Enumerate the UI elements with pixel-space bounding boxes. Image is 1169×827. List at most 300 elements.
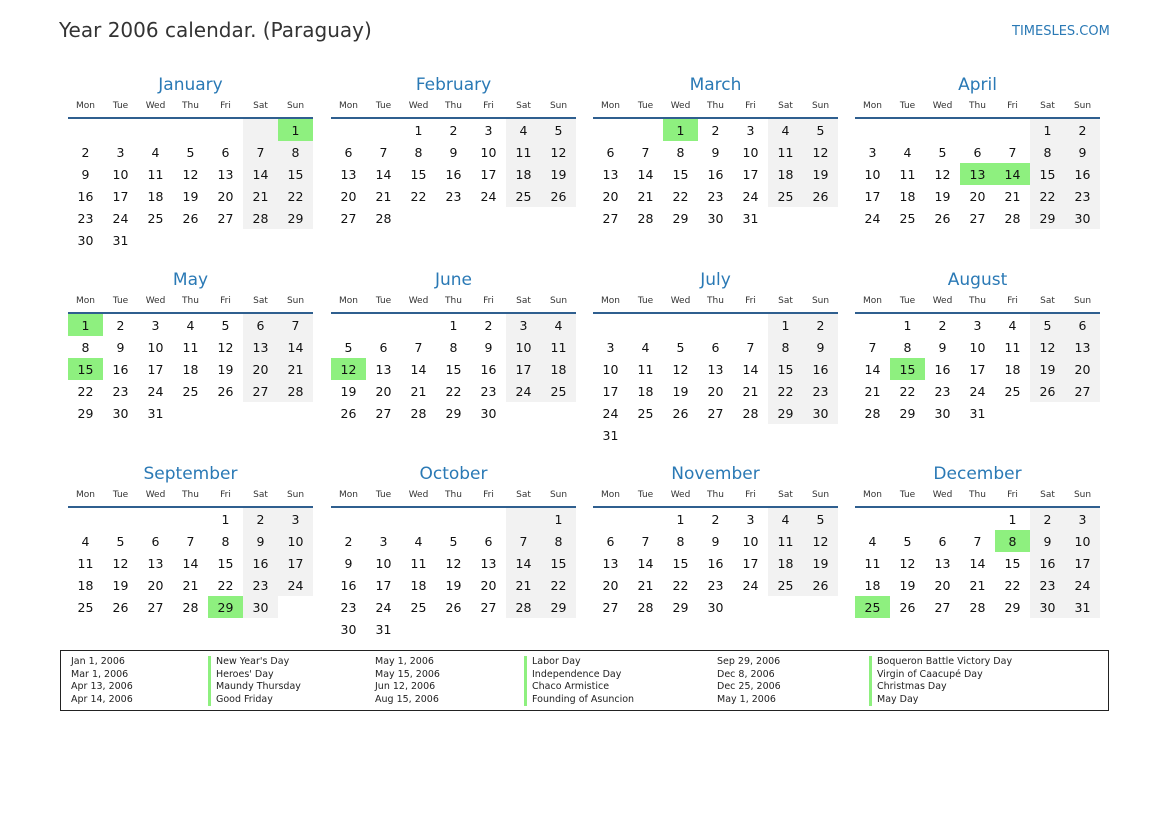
- day-cell[interactable]: 6: [344, 144, 353, 160]
- day-cell[interactable]: 19: [182, 188, 199, 204]
- day-cell[interactable]: 10: [480, 144, 497, 160]
- day-cell[interactable]: 5: [803, 119, 838, 141]
- day-cell[interactable]: 7: [746, 339, 755, 355]
- day-cell[interactable]: 30: [112, 405, 129, 421]
- day-cell[interactable]: 23: [707, 577, 724, 593]
- day-cell[interactable]: 24: [147, 383, 164, 399]
- holiday-day-cell[interactable]: 1: [68, 314, 103, 336]
- day-cell[interactable]: 22: [768, 380, 803, 402]
- day-cell[interactable]: 25: [1004, 383, 1021, 399]
- day-cell[interactable]: 7: [186, 533, 195, 549]
- day-cell[interactable]: 12: [445, 555, 462, 571]
- day-cell[interactable]: 20: [375, 383, 392, 399]
- day-cell[interactable]: 1: [449, 317, 458, 333]
- day-cell[interactable]: 8: [278, 141, 313, 163]
- day-cell[interactable]: 11: [768, 530, 803, 552]
- day-cell[interactable]: 6: [606, 533, 615, 549]
- day-cell[interactable]: 3: [868, 144, 877, 160]
- day-cell[interactable]: 7: [1008, 144, 1017, 160]
- day-cell[interactable]: 8: [414, 144, 423, 160]
- day-cell[interactable]: 20: [602, 577, 619, 593]
- day-cell[interactable]: 2: [803, 314, 838, 336]
- day-cell[interactable]: 17: [480, 166, 497, 182]
- day-cell[interactable]: 30: [707, 210, 724, 226]
- day-cell[interactable]: 20: [1065, 358, 1100, 380]
- day-cell[interactable]: 15: [445, 361, 462, 377]
- day-cell[interactable]: 29: [672, 599, 689, 615]
- day-cell[interactable]: 14: [410, 361, 427, 377]
- day-cell[interactable]: 21: [243, 185, 278, 207]
- day-cell[interactable]: 5: [186, 144, 195, 160]
- day-cell[interactable]: 6: [711, 339, 720, 355]
- day-cell[interactable]: 24: [506, 380, 541, 402]
- day-cell[interactable]: 10: [112, 166, 129, 182]
- day-cell[interactable]: 16: [707, 166, 724, 182]
- day-cell[interactable]: 30: [707, 599, 724, 615]
- day-cell[interactable]: 5: [903, 533, 912, 549]
- day-cell[interactable]: 18: [768, 552, 803, 574]
- day-cell[interactable]: 23: [445, 188, 462, 204]
- day-cell[interactable]: 23: [77, 210, 94, 226]
- day-cell[interactable]: 14: [243, 163, 278, 185]
- day-cell[interactable]: 7: [379, 144, 388, 160]
- day-cell[interactable]: 4: [768, 508, 803, 530]
- day-cell[interactable]: 6: [221, 144, 230, 160]
- day-cell[interactable]: 2: [711, 122, 720, 138]
- day-cell[interactable]: 23: [707, 188, 724, 204]
- day-cell[interactable]: 17: [742, 555, 759, 571]
- day-cell[interactable]: 12: [899, 555, 916, 571]
- day-cell[interactable]: 7: [973, 533, 982, 549]
- day-cell[interactable]: 9: [449, 144, 458, 160]
- day-cell[interactable]: 28: [410, 405, 427, 421]
- day-cell[interactable]: 9: [1065, 141, 1100, 163]
- day-cell[interactable]: 16: [480, 361, 497, 377]
- day-cell[interactable]: 5: [1030, 314, 1065, 336]
- day-cell[interactable]: 26: [112, 599, 129, 615]
- day-cell[interactable]: 29: [672, 210, 689, 226]
- day-cell[interactable]: 9: [938, 339, 947, 355]
- day-cell[interactable]: 28: [243, 207, 278, 229]
- day-cell[interactable]: 13: [1065, 336, 1100, 358]
- day-cell[interactable]: 9: [81, 166, 90, 182]
- day-cell[interactable]: 30: [340, 621, 357, 637]
- day-cell[interactable]: 24: [602, 405, 619, 421]
- day-cell[interactable]: 15: [217, 555, 234, 571]
- day-cell[interactable]: 10: [969, 339, 986, 355]
- day-cell[interactable]: 4: [1008, 317, 1017, 333]
- day-cell[interactable]: 17: [864, 188, 881, 204]
- day-cell[interactable]: 2: [116, 317, 125, 333]
- day-cell[interactable]: 20: [340, 188, 357, 204]
- day-cell[interactable]: 16: [1065, 163, 1100, 185]
- day-cell[interactable]: 15: [410, 166, 427, 182]
- day-cell[interactable]: 18: [637, 383, 654, 399]
- day-cell[interactable]: 16: [112, 361, 129, 377]
- day-cell[interactable]: 4: [641, 339, 650, 355]
- day-cell[interactable]: 4: [541, 314, 576, 336]
- day-cell[interactable]: 14: [182, 555, 199, 571]
- day-cell[interactable]: 4: [81, 533, 90, 549]
- day-cell[interactable]: 29: [1004, 599, 1021, 615]
- day-cell[interactable]: 23: [1065, 185, 1100, 207]
- day-cell[interactable]: 28: [742, 405, 759, 421]
- day-cell[interactable]: 27: [934, 599, 951, 615]
- day-cell[interactable]: 10: [742, 144, 759, 160]
- day-cell[interactable]: 15: [541, 552, 576, 574]
- day-cell[interactable]: 7: [868, 339, 877, 355]
- day-cell[interactable]: 19: [803, 163, 838, 185]
- day-cell[interactable]: 21: [1004, 188, 1021, 204]
- day-cell[interactable]: 4: [903, 144, 912, 160]
- day-cell[interactable]: 23: [480, 383, 497, 399]
- day-cell[interactable]: 18: [1004, 361, 1021, 377]
- day-cell[interactable]: 26: [340, 405, 357, 421]
- day-cell[interactable]: 29: [768, 402, 803, 424]
- day-cell[interactable]: 19: [445, 577, 462, 593]
- day-cell[interactable]: 9: [1030, 530, 1065, 552]
- day-cell[interactable]: 16: [707, 555, 724, 571]
- day-cell[interactable]: 11: [506, 141, 541, 163]
- day-cell[interactable]: 10: [278, 530, 313, 552]
- day-cell[interactable]: 13: [340, 166, 357, 182]
- day-cell[interactable]: 3: [379, 533, 388, 549]
- day-cell[interactable]: 20: [707, 383, 724, 399]
- day-cell[interactable]: 12: [934, 166, 951, 182]
- day-cell[interactable]: 18: [768, 163, 803, 185]
- day-cell[interactable]: 28: [969, 599, 986, 615]
- day-cell[interactable]: 16: [934, 361, 951, 377]
- day-cell[interactable]: 6: [484, 533, 493, 549]
- day-cell[interactable]: 18: [506, 163, 541, 185]
- day-cell[interactable]: 26: [445, 599, 462, 615]
- day-cell[interactable]: 12: [1030, 336, 1065, 358]
- day-cell[interactable]: 15: [1004, 555, 1021, 571]
- day-cell[interactable]: 1: [903, 317, 912, 333]
- day-cell[interactable]: 8: [676, 533, 685, 549]
- day-cell[interactable]: 11: [77, 555, 94, 571]
- day-cell[interactable]: 20: [217, 188, 234, 204]
- day-cell[interactable]: 25: [77, 599, 94, 615]
- day-cell[interactable]: 7: [414, 339, 423, 355]
- day-cell[interactable]: 9: [803, 336, 838, 358]
- day-cell[interactable]: 16: [1030, 552, 1065, 574]
- day-cell[interactable]: 12: [541, 141, 576, 163]
- day-cell[interactable]: 3: [1065, 508, 1100, 530]
- day-cell[interactable]: 5: [938, 144, 947, 160]
- day-cell[interactable]: 3: [746, 511, 755, 527]
- day-cell[interactable]: 5: [449, 533, 458, 549]
- day-cell[interactable]: 19: [112, 577, 129, 593]
- day-cell[interactable]: 22: [278, 185, 313, 207]
- day-cell[interactable]: 29: [77, 405, 94, 421]
- day-cell[interactable]: 2: [81, 144, 90, 160]
- day-cell[interactable]: 21: [637, 188, 654, 204]
- day-cell[interactable]: 1: [221, 511, 230, 527]
- day-cell[interactable]: 28: [182, 599, 199, 615]
- day-cell[interactable]: 26: [803, 574, 838, 596]
- day-cell[interactable]: 27: [243, 380, 278, 402]
- day-cell[interactable]: 25: [410, 599, 427, 615]
- day-cell[interactable]: 9: [711, 144, 720, 160]
- day-cell[interactable]: 20: [602, 188, 619, 204]
- day-cell[interactable]: 31: [375, 621, 392, 637]
- day-cell[interactable]: 3: [746, 122, 755, 138]
- day-cell[interactable]: 14: [637, 166, 654, 182]
- day-cell[interactable]: 2: [484, 317, 493, 333]
- day-cell[interactable]: 20: [243, 358, 278, 380]
- day-cell[interactable]: 8: [221, 533, 230, 549]
- day-cell[interactable]: 7: [506, 530, 541, 552]
- day-cell[interactable]: 5: [676, 339, 685, 355]
- day-cell[interactable]: 26: [541, 185, 576, 207]
- day-cell[interactable]: 25: [182, 383, 199, 399]
- day-cell[interactable]: 17: [278, 552, 313, 574]
- day-cell[interactable]: 18: [147, 188, 164, 204]
- day-cell[interactable]: 25: [147, 210, 164, 226]
- day-cell[interactable]: 4: [868, 533, 877, 549]
- day-cell[interactable]: 23: [934, 383, 951, 399]
- day-cell[interactable]: 11: [541, 336, 576, 358]
- day-cell[interactable]: 29: [899, 405, 916, 421]
- day-cell[interactable]: 19: [340, 383, 357, 399]
- day-cell[interactable]: 3: [973, 317, 982, 333]
- day-cell[interactable]: 1: [768, 314, 803, 336]
- day-cell[interactable]: 27: [1065, 380, 1100, 402]
- day-cell[interactable]: 25: [768, 574, 803, 596]
- day-cell[interactable]: 7: [641, 533, 650, 549]
- day-cell[interactable]: 1: [414, 122, 423, 138]
- day-cell[interactable]: 17: [112, 188, 129, 204]
- day-cell[interactable]: 12: [217, 339, 234, 355]
- day-cell[interactable]: 31: [742, 210, 759, 226]
- day-cell[interactable]: 22: [1004, 577, 1021, 593]
- day-cell[interactable]: 2: [938, 317, 947, 333]
- day-cell[interactable]: 22: [672, 188, 689, 204]
- day-cell[interactable]: 28: [864, 405, 881, 421]
- day-cell[interactable]: 16: [445, 166, 462, 182]
- day-cell[interactable]: 27: [340, 210, 357, 226]
- day-cell[interactable]: 28: [375, 210, 392, 226]
- day-cell[interactable]: 13: [217, 166, 234, 182]
- day-cell[interactable]: 2: [243, 508, 278, 530]
- day-cell[interactable]: 16: [340, 577, 357, 593]
- holiday-day-cell[interactable]: 13: [960, 163, 995, 185]
- day-cell[interactable]: 19: [803, 552, 838, 574]
- day-cell[interactable]: 14: [742, 361, 759, 377]
- day-cell[interactable]: 25: [506, 185, 541, 207]
- day-cell[interactable]: 16: [243, 552, 278, 574]
- day-cell[interactable]: 27: [602, 210, 619, 226]
- day-cell[interactable]: 31: [602, 427, 619, 443]
- day-cell[interactable]: 3: [151, 317, 160, 333]
- day-cell[interactable]: 28: [278, 380, 313, 402]
- day-cell[interactable]: 25: [768, 185, 803, 207]
- day-cell[interactable]: 26: [803, 185, 838, 207]
- day-cell[interactable]: 7: [641, 144, 650, 160]
- day-cell[interactable]: 13: [243, 336, 278, 358]
- day-cell[interactable]: 13: [602, 555, 619, 571]
- day-cell[interactable]: 13: [147, 555, 164, 571]
- day-cell[interactable]: 24: [742, 188, 759, 204]
- day-cell[interactable]: 23: [1030, 574, 1065, 596]
- day-cell[interactable]: 25: [637, 405, 654, 421]
- day-cell[interactable]: 18: [864, 577, 881, 593]
- day-cell[interactable]: 26: [672, 405, 689, 421]
- day-cell[interactable]: 6: [243, 314, 278, 336]
- day-cell[interactable]: 17: [969, 361, 986, 377]
- day-cell[interactable]: 10: [1065, 530, 1100, 552]
- day-cell[interactable]: 18: [541, 358, 576, 380]
- holiday-day-cell[interactable]: 1: [278, 119, 313, 141]
- day-cell[interactable]: 29: [541, 596, 576, 618]
- day-cell[interactable]: 12: [803, 141, 838, 163]
- day-cell[interactable]: 22: [217, 577, 234, 593]
- day-cell[interactable]: 11: [899, 166, 916, 182]
- day-cell[interactable]: 27: [707, 405, 724, 421]
- day-cell[interactable]: 5: [803, 508, 838, 530]
- day-cell[interactable]: 4: [414, 533, 423, 549]
- day-cell[interactable]: 24: [375, 599, 392, 615]
- day-cell[interactable]: 8: [676, 144, 685, 160]
- day-cell[interactable]: 8: [81, 339, 90, 355]
- day-cell[interactable]: 22: [77, 383, 94, 399]
- day-cell[interactable]: 21: [375, 188, 392, 204]
- day-cell[interactable]: 26: [182, 210, 199, 226]
- day-cell[interactable]: 1: [676, 511, 685, 527]
- day-cell[interactable]: 19: [541, 163, 576, 185]
- day-cell[interactable]: 27: [602, 599, 619, 615]
- day-cell[interactable]: 20: [480, 577, 497, 593]
- holiday-day-cell[interactable]: 15: [890, 358, 925, 380]
- day-cell[interactable]: 27: [147, 599, 164, 615]
- day-cell[interactable]: 19: [1030, 358, 1065, 380]
- holiday-day-cell[interactable]: 8: [995, 530, 1030, 552]
- day-cell[interactable]: 19: [672, 383, 689, 399]
- day-cell[interactable]: 24: [969, 383, 986, 399]
- day-cell[interactable]: 5: [116, 533, 125, 549]
- day-cell[interactable]: 30: [480, 405, 497, 421]
- day-cell[interactable]: 11: [147, 166, 164, 182]
- day-cell[interactable]: 28: [637, 599, 654, 615]
- day-cell[interactable]: 4: [768, 119, 803, 141]
- day-cell[interactable]: 2: [449, 122, 458, 138]
- day-cell[interactable]: 10: [864, 166, 881, 182]
- day-cell[interactable]: 6: [379, 339, 388, 355]
- holiday-day-cell[interactable]: 29: [208, 596, 243, 618]
- day-cell[interactable]: 8: [449, 339, 458, 355]
- day-cell[interactable]: 19: [217, 361, 234, 377]
- day-cell[interactable]: 17: [375, 577, 392, 593]
- day-cell[interactable]: 8: [903, 339, 912, 355]
- day-cell[interactable]: 9: [711, 533, 720, 549]
- day-cell[interactable]: 26: [217, 383, 234, 399]
- holiday-day-cell[interactable]: 14: [995, 163, 1030, 185]
- day-cell[interactable]: 6: [973, 144, 982, 160]
- day-cell[interactable]: 21: [637, 577, 654, 593]
- day-cell[interactable]: 10: [375, 555, 392, 571]
- day-cell[interactable]: 28: [637, 210, 654, 226]
- day-cell[interactable]: 21: [182, 577, 199, 593]
- day-cell[interactable]: 28: [1004, 210, 1021, 226]
- day-cell[interactable]: 21: [506, 574, 541, 596]
- day-cell[interactable]: 21: [410, 383, 427, 399]
- day-cell[interactable]: 16: [803, 358, 838, 380]
- day-cell[interactable]: 10: [147, 339, 164, 355]
- day-cell[interactable]: 4: [506, 119, 541, 141]
- day-cell[interactable]: 26: [1030, 380, 1065, 402]
- day-cell[interactable]: 10: [506, 336, 541, 358]
- day-cell[interactable]: 29: [1030, 207, 1065, 229]
- day-cell[interactable]: 14: [506, 552, 541, 574]
- day-cell[interactable]: 22: [445, 383, 462, 399]
- day-cell[interactable]: 25: [899, 210, 916, 226]
- day-cell[interactable]: 21: [278, 358, 313, 380]
- day-cell[interactable]: 8: [541, 530, 576, 552]
- day-cell[interactable]: 18: [899, 188, 916, 204]
- day-cell[interactable]: 19: [934, 188, 951, 204]
- day-cell[interactable]: 6: [151, 533, 160, 549]
- day-cell[interactable]: 3: [116, 144, 125, 160]
- day-cell[interactable]: 1: [541, 508, 576, 530]
- day-cell[interactable]: 9: [116, 339, 125, 355]
- day-cell[interactable]: 8: [768, 336, 803, 358]
- day-cell[interactable]: 27: [969, 210, 986, 226]
- day-cell[interactable]: 10: [742, 533, 759, 549]
- day-cell[interactable]: 9: [484, 339, 493, 355]
- day-cell[interactable]: 25: [541, 380, 576, 402]
- day-cell[interactable]: 15: [672, 555, 689, 571]
- day-cell[interactable]: 31: [112, 232, 129, 248]
- site-link[interactable]: TIMESLES.COM: [1012, 24, 1110, 39]
- day-cell[interactable]: 16: [77, 188, 94, 204]
- day-cell[interactable]: 6: [938, 533, 947, 549]
- day-cell[interactable]: 15: [672, 166, 689, 182]
- holiday-day-cell[interactable]: 1: [663, 119, 698, 141]
- day-cell[interactable]: 22: [899, 383, 916, 399]
- holiday-day-cell[interactable]: 15: [68, 358, 103, 380]
- day-cell[interactable]: 26: [934, 210, 951, 226]
- day-cell[interactable]: 9: [344, 555, 353, 571]
- day-cell[interactable]: 30: [77, 232, 94, 248]
- day-cell[interactable]: 11: [1004, 339, 1021, 355]
- day-cell[interactable]: 24: [278, 574, 313, 596]
- day-cell[interactable]: 24: [1065, 574, 1100, 596]
- day-cell[interactable]: 28: [506, 596, 541, 618]
- day-cell[interactable]: 27: [375, 405, 392, 421]
- day-cell[interactable]: 26: [899, 599, 916, 615]
- day-cell[interactable]: 30: [934, 405, 951, 421]
- day-cell[interactable]: 20: [147, 577, 164, 593]
- day-cell[interactable]: 24: [742, 577, 759, 593]
- day-cell[interactable]: 6: [606, 144, 615, 160]
- day-cell[interactable]: 17: [147, 361, 164, 377]
- day-cell[interactable]: 13: [480, 555, 497, 571]
- day-cell[interactable]: 29: [445, 405, 462, 421]
- day-cell[interactable]: 18: [77, 577, 94, 593]
- day-cell[interactable]: 10: [602, 361, 619, 377]
- day-cell[interactable]: 11: [637, 361, 654, 377]
- day-cell[interactable]: 17: [742, 166, 759, 182]
- day-cell[interactable]: 2: [1030, 508, 1065, 530]
- day-cell[interactable]: 5: [344, 339, 353, 355]
- day-cell[interactable]: 29: [278, 207, 313, 229]
- day-cell[interactable]: 22: [672, 577, 689, 593]
- day-cell[interactable]: 18: [410, 577, 427, 593]
- day-cell[interactable]: 12: [803, 530, 838, 552]
- day-cell[interactable]: 31: [147, 405, 164, 421]
- day-cell[interactable]: 22: [541, 574, 576, 596]
